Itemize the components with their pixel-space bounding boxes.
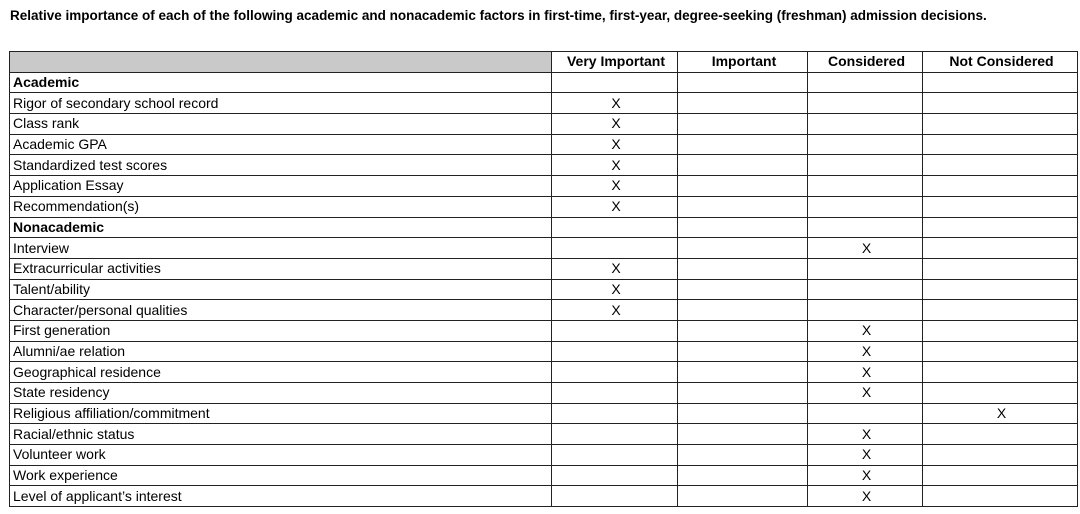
column-header-considered: Considered <box>808 52 923 73</box>
rating-cell <box>923 176 1078 197</box>
rating-cell <box>808 403 923 424</box>
rating-cell: X <box>552 176 678 197</box>
rating-cell <box>552 403 678 424</box>
rating-cell <box>552 238 678 259</box>
rating-cell <box>678 258 808 279</box>
rating-cell <box>923 445 1078 466</box>
empty-cell <box>678 72 808 93</box>
table-row <box>10 341 1078 362</box>
factor-label: Geographical residence <box>10 362 552 383</box>
rating-cell: X <box>552 300 678 321</box>
rating-cell <box>678 134 808 155</box>
table-row <box>10 114 1078 135</box>
rating-cell <box>678 320 808 341</box>
rating-cell <box>678 341 808 362</box>
table-row <box>10 465 1078 486</box>
rating-cell <box>808 279 923 300</box>
factor-label: Character/personal qualities <box>10 300 552 321</box>
rating-cell <box>678 403 808 424</box>
rating-cell <box>808 300 923 321</box>
rating-cell <box>808 134 923 155</box>
rating-cell <box>678 176 808 197</box>
rating-cell <box>552 383 678 404</box>
rating-cell <box>923 486 1078 507</box>
table-row <box>10 176 1078 197</box>
header-row <box>10 52 1078 73</box>
rating-cell: X <box>552 93 678 114</box>
rating-cell <box>923 383 1078 404</box>
factor-label: Alumni/ae relation <box>10 341 552 362</box>
factor-label: Extracurricular activities <box>10 258 552 279</box>
factor-label: Standardized test scores <box>10 155 552 176</box>
rating-cell <box>923 93 1078 114</box>
empty-cell <box>923 217 1078 238</box>
rating-cell: X <box>808 445 923 466</box>
section-title: Academic <box>10 72 552 93</box>
rating-cell <box>678 445 808 466</box>
admission-factors-table <box>9 51 1078 507</box>
rating-cell <box>678 383 808 404</box>
factor-label: Religious affiliation/commitment <box>10 403 552 424</box>
table-row <box>10 383 1078 404</box>
rating-cell: X <box>923 403 1078 424</box>
rating-cell <box>923 362 1078 383</box>
rating-cell <box>923 279 1078 300</box>
rating-cell <box>678 465 808 486</box>
table-row <box>10 300 1078 321</box>
factor-label: Volunteer work <box>10 445 552 466</box>
table-row <box>10 424 1078 445</box>
header-corner-cell <box>10 52 552 73</box>
table-row <box>10 134 1078 155</box>
factor-label: Recommendation(s) <box>10 196 552 217</box>
empty-cell <box>808 72 923 93</box>
column-header-important: Important <box>678 52 808 73</box>
rating-cell: X <box>808 486 923 507</box>
rating-cell <box>552 424 678 445</box>
rating-cell: X <box>808 362 923 383</box>
rating-cell <box>923 196 1078 217</box>
factor-label: Talent/ability <box>10 279 552 300</box>
rating-cell <box>678 486 808 507</box>
table-row <box>10 258 1078 279</box>
table-row <box>10 320 1078 341</box>
rating-cell <box>808 93 923 114</box>
rating-cell <box>678 238 808 259</box>
rating-cell: X <box>808 341 923 362</box>
factor-label: Academic GPA <box>10 134 552 155</box>
table-row <box>10 445 1078 466</box>
empty-cell <box>923 72 1078 93</box>
rating-cell <box>808 176 923 197</box>
rating-cell <box>678 93 808 114</box>
rating-cell <box>923 238 1078 259</box>
rating-cell <box>923 300 1078 321</box>
rating-cell <box>552 486 678 507</box>
section-row <box>10 217 1078 238</box>
empty-cell <box>552 217 678 238</box>
rating-cell <box>678 114 808 135</box>
rating-cell: X <box>552 134 678 155</box>
rating-cell <box>923 155 1078 176</box>
rating-cell: X <box>552 196 678 217</box>
section-row <box>10 72 1078 93</box>
table-row <box>10 196 1078 217</box>
rating-cell <box>678 424 808 445</box>
rating-cell <box>923 134 1078 155</box>
factor-label: Application Essay <box>10 176 552 197</box>
factor-label: First generation <box>10 320 552 341</box>
rating-cell <box>552 465 678 486</box>
rating-cell <box>808 114 923 135</box>
rating-cell <box>552 320 678 341</box>
empty-cell <box>552 72 678 93</box>
rating-cell <box>923 465 1078 486</box>
rating-cell <box>678 300 808 321</box>
rating-cell: X <box>808 465 923 486</box>
factor-label: Level of applicant’s interest <box>10 486 552 507</box>
rating-cell: X <box>552 258 678 279</box>
rating-cell <box>923 258 1078 279</box>
table-row <box>10 238 1078 259</box>
rating-cell: X <box>808 424 923 445</box>
empty-cell <box>678 217 808 238</box>
table-row <box>10 486 1078 507</box>
factor-label: Rigor of secondary school record <box>10 93 552 114</box>
empty-cell <box>808 217 923 238</box>
rating-cell: X <box>808 383 923 404</box>
rating-cell <box>808 155 923 176</box>
rating-cell: X <box>552 279 678 300</box>
factor-label: State residency <box>10 383 552 404</box>
rating-cell: X <box>552 155 678 176</box>
table-row <box>10 155 1078 176</box>
rating-cell <box>678 196 808 217</box>
factor-label: Work experience <box>10 465 552 486</box>
table-row <box>10 403 1078 424</box>
rating-cell <box>552 445 678 466</box>
factor-label: Interview <box>10 238 552 259</box>
rating-cell <box>923 320 1078 341</box>
table-caption: Relative importance of each of the following academic and nonacademic factors in first-time, first-year, degree-seeking (freshman) admission decisions. <box>10 8 987 23</box>
table-row <box>10 279 1078 300</box>
rating-cell <box>923 114 1078 135</box>
rating-cell <box>678 155 808 176</box>
rating-cell <box>678 279 808 300</box>
rating-cell: X <box>552 114 678 135</box>
factor-label: Racial/ethnic status <box>10 424 552 445</box>
column-header-not-considered: Not Considered <box>923 52 1078 73</box>
rating-cell <box>808 196 923 217</box>
table-row <box>10 362 1078 383</box>
rating-cell <box>923 341 1078 362</box>
section-title: Nonacademic <box>10 217 552 238</box>
rating-cell <box>808 258 923 279</box>
rating-cell <box>923 424 1078 445</box>
rating-cell <box>552 341 678 362</box>
rating-cell: X <box>808 320 923 341</box>
table-row <box>10 93 1078 114</box>
column-header-very-important: Very Important <box>552 52 678 73</box>
rating-cell <box>678 362 808 383</box>
factor-label: Class rank <box>10 114 552 135</box>
rating-cell <box>552 362 678 383</box>
rating-cell: X <box>808 238 923 259</box>
